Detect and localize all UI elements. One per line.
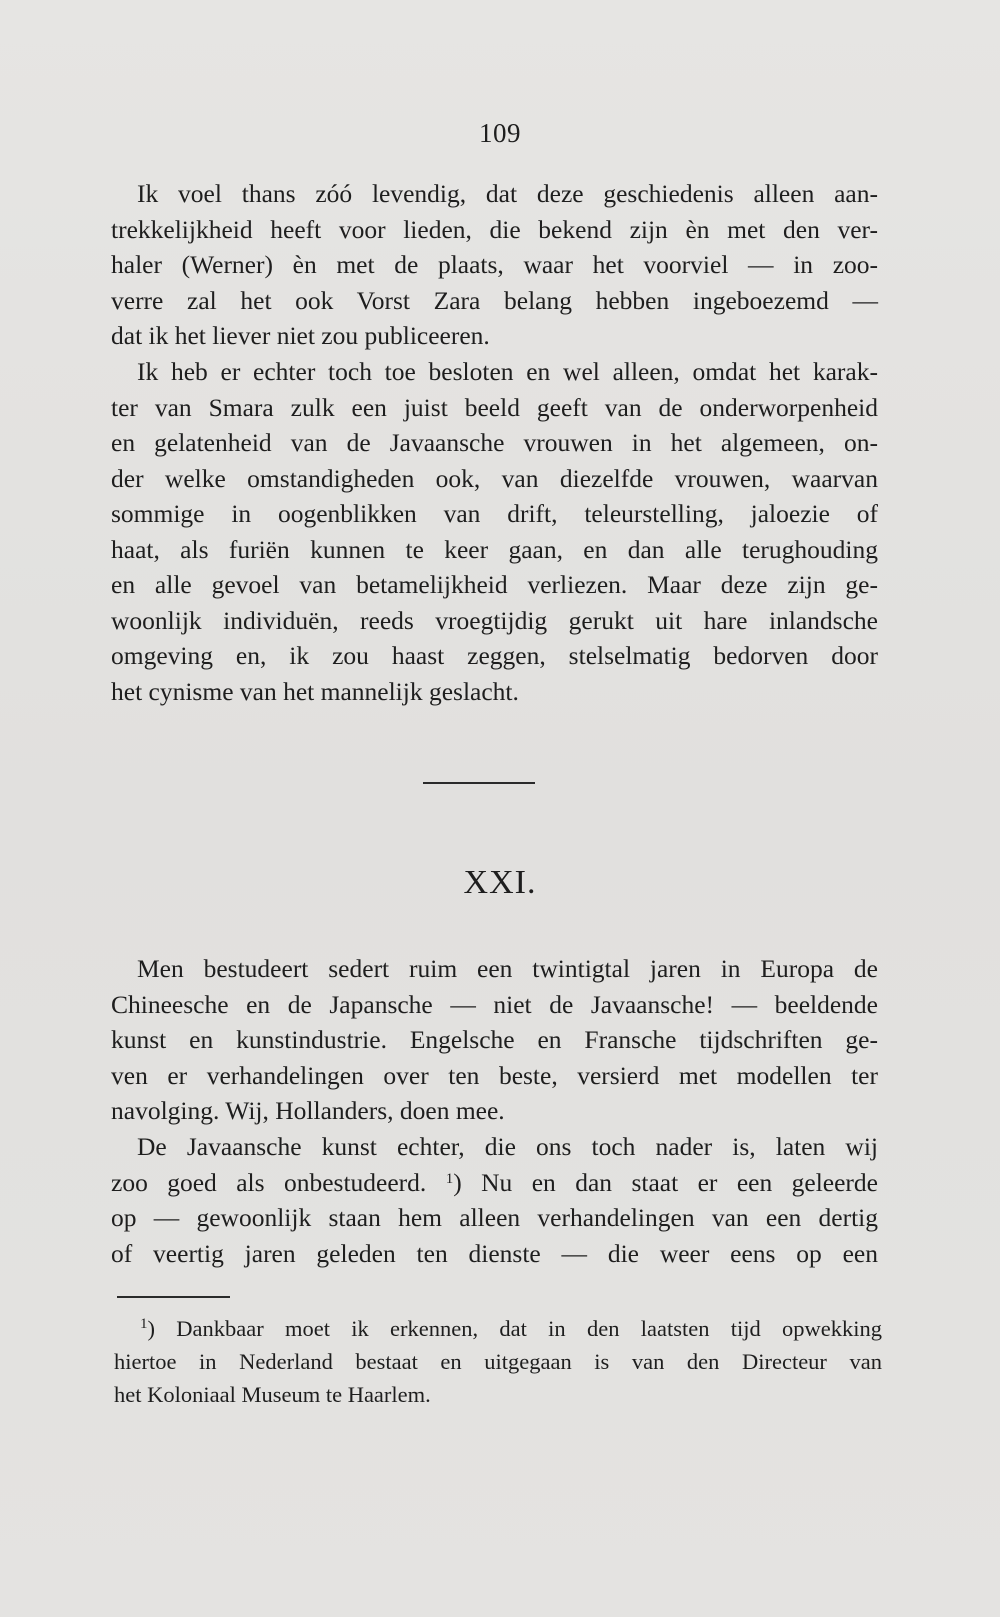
footnote-reference[interactable]: 1 [445,1170,454,1187]
text-line: woonlijk individuën, reeds vroegtijdig gerukt uit hare inlandsche [111,605,878,635]
text-fragment: ) Dankbaar moet ik erkennen, dat in den laatsten tijd opwekking [147,1316,882,1341]
text-line: Chineesche en de Japansche — niet de Javaansche! — beeldende [111,989,878,1019]
text-line: en alle gevoel van betamelijkheid verliezen. Maar deze zijn ge- [111,570,878,599]
text-line: ter van Smara zulk een juist beeld geeft van de onderworpenheid [111,392,878,422]
text-line: het cynisme van het mannelijk geslacht. [111,676,519,706]
page-number: 109 [479,118,521,148]
paragraph-3 [111,951,878,1129]
text-line: omgeving en, ik zou haast zeggen, stelselmatig bedorven door [111,641,878,670]
footnote-line: het Koloniaal Museum te Haarlem. [114,1382,431,1407]
text-line: trekkelijkheid heeft voor lieden, die bekend zijn èn met den ver- [111,214,878,244]
text-line: verre zal het ook Vorst Zara belang hebben ingeboezemd — [111,285,878,315]
text-line: op — gewoonlijk staan hem alleen verhandelingen van een dertig [111,1203,878,1232]
text-line: haat, als furiën kunnen te keer gaan, en dan alle terughouding [111,534,878,564]
footnote-divider [117,1296,230,1298]
text-line: Men bestudeert sedert ruim een twintigtal jaren in Europa de [137,954,878,983]
text-fragment: ) Nu en dan staat er een geleerde [453,1167,878,1197]
footnote-marker: 1 [140,1316,148,1332]
section-divider [423,782,535,784]
text-line: sommige in oogenblikken van drift, teleurstelling, jaloezie of [111,499,878,528]
text-line: navolging. Wij, Hollanders, doen mee. [111,1096,505,1125]
footnote-line: hiertoe in Nederland bestaat en uitgegaan is van den Directeur van [114,1349,882,1374]
footnote [114,1312,882,1411]
text-line: der welke omstandigheden ook, van diezelfde vrouwen, waarvan [111,463,878,493]
paragraph-2 [111,354,878,709]
text-line: De Javaansche kunst echter, die ons toch nader is, laten wij [137,1132,878,1161]
text-line: dat ik het liever niet zou publiceeren. [111,321,490,350]
text-line: Ik voel thans zóó levendig, dat deze geschiedenis alleen aan- [137,179,878,208]
paragraph-4 [111,1129,878,1271]
text-line: of veertig jaren geleden ten dienste — die weer eens op een [111,1238,878,1268]
text-fragment: zoo goed als onbestudeerd. [111,1167,427,1197]
footnote-line [114,1312,882,1345]
text-line-with-footnote-mark [111,1165,878,1201]
text-line: kunst en kunstindustrie. Engelsche en Fransche tijdschriften ge- [111,1025,878,1054]
text-line: ven er verhandelingen over ten beste, versierd met modellen ter [111,1060,878,1090]
text-line: haler (Werner) èn met de plaats, waar het voorviel — in zoo- [111,250,878,279]
paragraph-1 [111,176,878,354]
chapter-heading: XXI. [463,864,537,901]
text-line: en gelatenheid van de Javaansche vrouwen in het algemeen, on- [111,428,878,457]
text-line: Ik heb er echter toch toe besloten en wel alleen, omdat het karak- [137,357,878,386]
